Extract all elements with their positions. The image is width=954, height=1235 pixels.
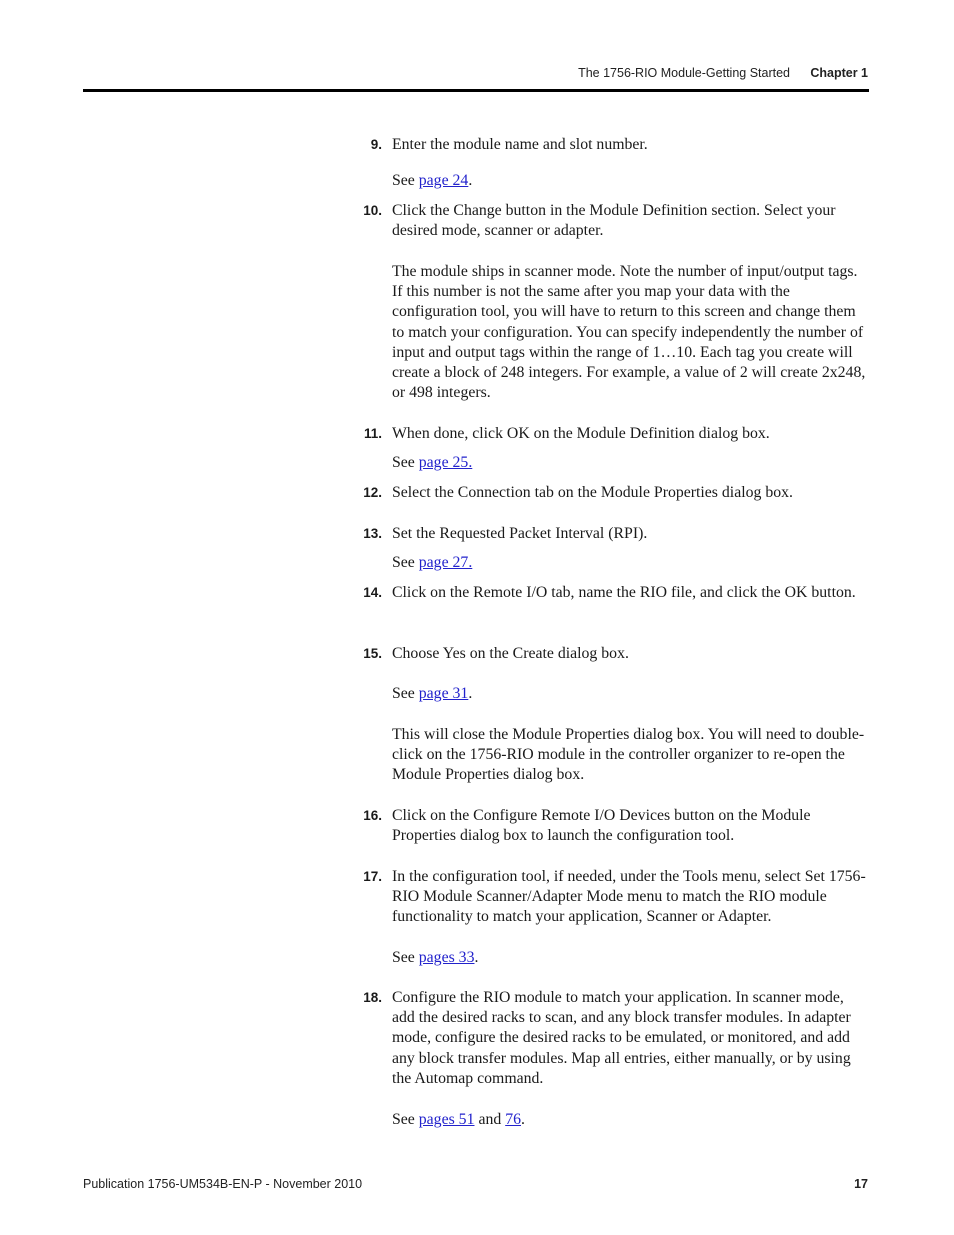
step-number: 9. xyxy=(370,137,382,152)
step-text: Select the Connection tab on the Module Properties dialog box. xyxy=(392,484,793,501)
page-number: 17 xyxy=(854,1177,868,1191)
page-link[interactable]: pages 51 xyxy=(418,1111,475,1128)
page-link[interactable]: 76 xyxy=(505,1111,521,1128)
step-text: Click on the Configure Remote I/O Devices button on the Module Properties dialog box to launch the configuration tool. xyxy=(392,807,811,845)
running-header-title: The 1756-RIO Module-Getting Started xyxy=(578,66,790,80)
step-text: Click the Change button in the Module Definition section. Select your desired mode, scanner or adapter. xyxy=(392,202,836,240)
step-text: Enter the module name and slot number. xyxy=(392,136,648,153)
step-number: 12. xyxy=(363,485,382,500)
step-15-note: This will close the Module Properties dialog box. You will need to double-click on the 1756-RIO module in the controller organizer to re-open the Module Properties dialog box. xyxy=(392,726,865,784)
step-number: 11. xyxy=(363,426,382,441)
step-number: 14. xyxy=(363,585,382,600)
see-reference-18: See pages 51 and 76. xyxy=(392,1111,525,1128)
header-rule xyxy=(83,89,869,92)
step-number: 15. xyxy=(363,646,382,661)
step-18 xyxy=(350,988,870,1089)
chapter-label: Chapter 1 xyxy=(810,66,868,80)
step-text: Click on the Remote I/O tab, name the RIO file, and click the OK button. xyxy=(392,584,856,601)
step-number: 16. xyxy=(363,808,382,823)
see-reference-13: See page 27. xyxy=(392,554,473,571)
see-reference-11: See page 25. xyxy=(392,454,473,471)
step-10-note: The module ships in scanner mode. Note the number of input/output tags. If this number is not the same after you map your data with the configuration tool, you will have to return to this screen and change them to match your configuration. You can specify independently the number of input and output tags within the range of 1…10. Each tag you create will create a block of 248 integers. For example, a value of 2 will create 2x248, or 498 integers. xyxy=(392,263,866,402)
step-number: 10. xyxy=(363,203,382,218)
step-14 xyxy=(350,583,870,603)
see-reference-15: See page 31. xyxy=(392,685,473,702)
page-link[interactable]: pages 33 xyxy=(418,949,475,966)
step-17 xyxy=(350,867,870,928)
see-reference-9: See page 24. xyxy=(392,172,473,189)
step-11 xyxy=(350,424,870,444)
step-10 xyxy=(350,201,870,241)
page-link[interactable]: page 25. xyxy=(418,454,473,471)
step-16 xyxy=(350,806,870,846)
publication-footer: Publication 1756-UM534B-EN-P - November 2010 xyxy=(83,1177,363,1191)
step-number: 18. xyxy=(363,990,382,1005)
step-12 xyxy=(350,483,870,503)
step-15 xyxy=(350,644,870,664)
step-text: Choose Yes on the Create dialog box. xyxy=(392,645,629,662)
step-text: Set the Requested Packet Interval (RPI). xyxy=(392,525,648,542)
step-number: 13. xyxy=(363,526,382,541)
see-reference-17: See pages 33. xyxy=(392,949,479,966)
page-link[interactable]: page 24 xyxy=(418,172,469,189)
step-text: Configure the RIO module to match your application. In scanner mode, add the desired racks to scan, and any block transfer modules. In adapter mode, configure the desired racks to be emulated, or monitored, and add any block transfer modules. Map all entries, either manually, or by using the Automap command. xyxy=(392,989,851,1087)
step-13 xyxy=(350,524,870,544)
page-link[interactable]: page 27. xyxy=(418,554,473,571)
step-text: When done, click OK on the Module Definition dialog box. xyxy=(392,425,770,442)
page-link[interactable]: page 31 xyxy=(418,685,469,702)
step-9 xyxy=(350,135,870,155)
step-text: In the configuration tool, if needed, under the Tools menu, select Set 1756-RIO Module Scanner/Adapter Mode menu to match the RIO module functionality to match your application, Scanner or Adapter. xyxy=(392,868,866,926)
step-number: 17. xyxy=(363,869,382,884)
